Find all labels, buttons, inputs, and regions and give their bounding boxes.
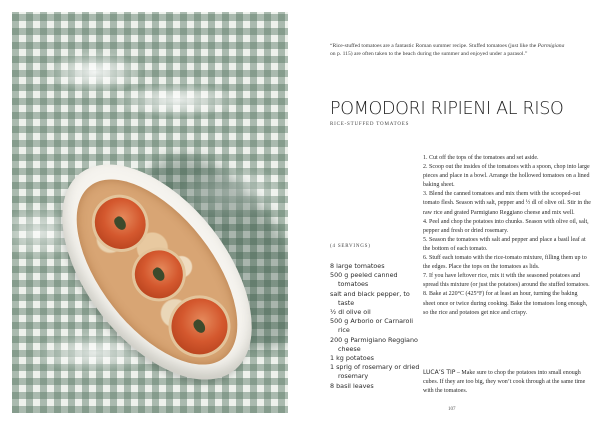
method-step: 4. Peel and chop the potatoes into chunks. Season with olive oil, salt, pepper and fresh or dried rosemary. bbox=[423, 218, 589, 234]
method-steps bbox=[423, 154, 591, 318]
chef-tip bbox=[423, 368, 591, 396]
herb-garnish bbox=[191, 318, 207, 335]
ingredient: salt and black pepper, to taste bbox=[330, 289, 410, 307]
method-step: 3. Blend the canned tomatoes and mix them with the scooped-out tomato flesh. Season with salt, pepper and ½ dl of olive oil. Stir in the raw rice and grated Parmigiano Reggiano cheese and mix well. bbox=[423, 191, 591, 216]
ingredient: 8 large tomatoes bbox=[330, 262, 385, 270]
method-step: 5. Season the tomatoes with salt and pepper and place a basil leaf at the bottom of each tomato. bbox=[423, 236, 586, 252]
page-number: 107 bbox=[448, 407, 456, 412]
stuffed-tomato bbox=[85, 187, 156, 259]
ingredient: 200 g Parmigiano Reggiano cheese bbox=[330, 335, 418, 353]
herb-garnish bbox=[151, 266, 167, 283]
tip-text: – Make sure to chop the potatoes into small enough cubes. If they are too big, they won’t cook through at the same time with the tomatoes. bbox=[423, 370, 586, 395]
stuffed-tomato bbox=[160, 287, 239, 366]
ingredient: 500 g peeled canned tomatoes bbox=[330, 271, 398, 289]
ingredient: 1 kg potatoes bbox=[330, 354, 374, 363]
intro-italic: Parmigiana bbox=[537, 42, 565, 49]
method-step: 8. Bake at 220°C (425°F) for at least an hour, turning the baking sheet once or twice during cooking. Bake the tomatoes long enough, so the rice and potatoes get nice and crispy. bbox=[423, 291, 588, 316]
ingredient: ½ dl olive oil bbox=[330, 308, 371, 317]
method-step: 6. Stuff each tomato with the rice-tomato mixture, filling them up to the edges. Place the tops on the tomatoes as lids. bbox=[423, 255, 587, 271]
recipe-photo bbox=[12, 12, 288, 413]
intro-quote bbox=[330, 42, 570, 58]
ingredient: 1 sprig of rosemary or dried rosemary bbox=[330, 363, 420, 381]
recipe-subtitle: RICE-STUFFED TOMATOES bbox=[330, 122, 410, 127]
intro-text: on p. 115) are often taken to the beach during the summer and enjoyed under a parasol.” bbox=[330, 50, 528, 57]
intro-text: “Rice-stuffed tomatoes are a fantastic Roman summer recipe. Stuffed tomatoes (just like the bbox=[330, 42, 538, 49]
tip-label: LUCA’S TIP bbox=[423, 369, 456, 376]
method-step: 1. Cut off the tops of the tomatoes and set aside. bbox=[423, 155, 539, 161]
method-step: 7. If you have leftover rice, mix it with the seasoned potatoes and spread this mixture (or just the potatoes) around the stuffed tomatoes. bbox=[423, 273, 590, 289]
stuffed-tomato bbox=[125, 241, 192, 308]
servings: (4 SERVINGS) bbox=[330, 244, 371, 249]
herb-garnish bbox=[112, 215, 128, 232]
method-step: 2. Scoop out the insides of the tomatoes with a spoon, chop into large pieces and place in a bowl. Arrange the hollowed tomatoes on a lined baking sheet. bbox=[423, 164, 590, 189]
ingredient-list bbox=[330, 262, 420, 391]
ingredient: 500 g Arborio or Carnaroli rice bbox=[330, 317, 414, 335]
recipe-title: POMODORI RIPIENI AL RISO bbox=[330, 99, 564, 119]
ingredient: 8 basil leaves bbox=[330, 381, 374, 390]
